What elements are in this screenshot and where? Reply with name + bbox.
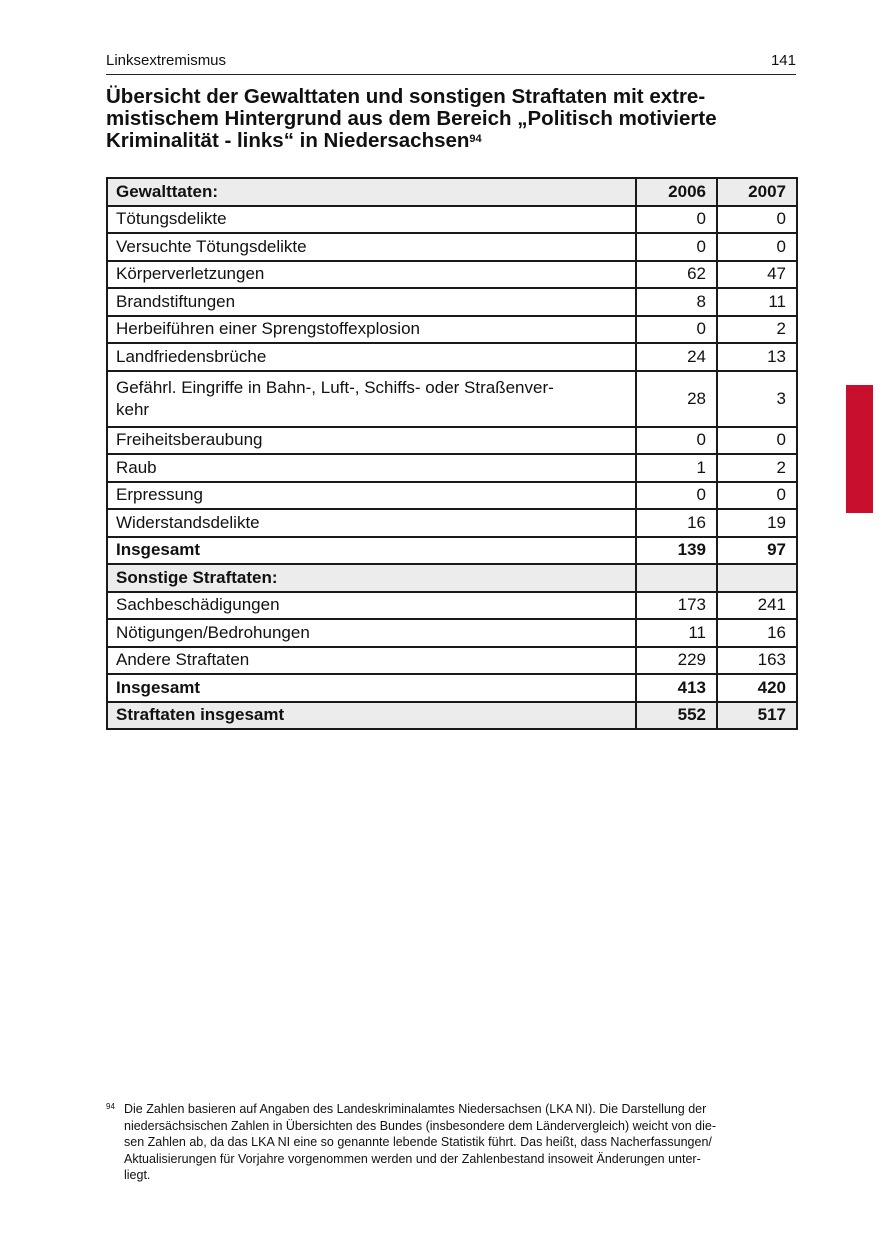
row-label-line: Gefährl. Eingriffe in Bahn-, Luft-, Schiffs- oder Straßenver- <box>116 377 554 397</box>
table-row <box>107 509 797 537</box>
title-line-text: Kriminalität - links“ in Niedersachsen <box>106 129 470 152</box>
table-row <box>107 647 797 675</box>
table-row <box>107 702 797 730</box>
row-label <box>107 371 636 427</box>
row-label: Insgesamt <box>107 674 636 702</box>
footnote <box>106 1101 796 1184</box>
title-line: mistischem Hintergrund aus dem Bereich „Politisch motivierte <box>106 107 717 130</box>
value-2006: 2006 <box>636 178 717 206</box>
table-row <box>107 206 797 234</box>
footnote-line: sen Zahlen ab, da das LKA NI eine so genannte lebende Statistik führt. Das heißt, dass Nacherfassungen/ <box>124 1135 712 1149</box>
table-row <box>107 482 797 510</box>
row-label: Landfriedensbrüche <box>107 343 636 371</box>
table-row <box>107 564 797 592</box>
table-row <box>107 371 797 427</box>
value-2006: 11 <box>636 619 717 647</box>
value-2006: 0 <box>636 427 717 455</box>
row-label: Herbeiführen einer Sprengstoffexplosion <box>107 316 636 344</box>
value-2006: 8 <box>636 288 717 316</box>
row-label: Freiheitsberaubung <box>107 427 636 455</box>
value-2006 <box>636 564 717 592</box>
value-2006: 28 <box>636 371 717 427</box>
value-2007: 11 <box>717 288 797 316</box>
value-2007: 16 <box>717 619 797 647</box>
page-number: 141 <box>770 52 796 69</box>
table-row <box>107 619 797 647</box>
row-label: Gewalttaten: <box>107 178 636 206</box>
crime-statistics-table <box>106 177 798 730</box>
row-label: Insgesamt <box>107 537 636 565</box>
row-label: Straftaten insgesamt <box>107 702 636 730</box>
value-2007: 13 <box>717 343 797 371</box>
row-label: Sachbeschädigungen <box>107 592 636 620</box>
row-label: Andere Straftaten <box>107 647 636 675</box>
table-row <box>107 592 797 620</box>
chapter-tab-marker <box>846 385 873 513</box>
value-2006: 62 <box>636 261 717 289</box>
value-2006: 24 <box>636 343 717 371</box>
value-2006: 0 <box>636 206 717 234</box>
footnote-mark: 94 <box>106 1102 115 1111</box>
value-2007 <box>717 564 797 592</box>
value-2007: 3 <box>717 371 797 427</box>
value-2007: 2 <box>717 316 797 344</box>
row-label: Körperverletzungen <box>107 261 636 289</box>
row-label: Widerstandsdelikte <box>107 509 636 537</box>
footnote-reference: 94 <box>469 133 482 145</box>
row-label: Sonstige Straftaten: <box>107 564 636 592</box>
value-2007: 0 <box>717 233 797 261</box>
value-2007: 0 <box>717 206 797 234</box>
value-2007: 163 <box>717 647 797 675</box>
table-row <box>107 537 797 565</box>
value-2007: 47 <box>717 261 797 289</box>
value-2007: 2007 <box>717 178 797 206</box>
value-2007: 420 <box>717 674 797 702</box>
footnote-line: niedersächsischen Zahlen in Übersichten des Bundes (insbesondere dem Ländervergleich) weicht von die- <box>124 1118 717 1133</box>
value-2007: 517 <box>717 702 797 730</box>
value-2007: 0 <box>717 427 797 455</box>
value-2006: 16 <box>636 509 717 537</box>
value-2006: 0 <box>636 482 717 510</box>
table-row <box>107 454 797 482</box>
value-2006: 552 <box>636 702 717 730</box>
value-2006: 0 <box>636 233 717 261</box>
value-2006: 173 <box>636 592 717 620</box>
table-body <box>107 178 797 729</box>
value-2006: 0 <box>636 316 717 344</box>
value-2006: 229 <box>636 647 717 675</box>
section-title: Linksextremismus <box>106 52 227 69</box>
row-label: Versuchte Tötungsdelikte <box>107 233 636 261</box>
row-label: Brandstiftungen <box>107 288 636 316</box>
title-line <box>106 130 806 152</box>
table-row <box>107 316 797 344</box>
row-label-line: kehr <box>116 399 150 419</box>
row-label: Nötigungen/Bedrohungen <box>107 619 636 647</box>
value-2007: 0 <box>717 482 797 510</box>
table-row <box>107 343 797 371</box>
row-label: Tötungsdelikte <box>107 206 636 234</box>
value-2007: 97 <box>717 537 797 565</box>
value-2006: 139 <box>636 537 717 565</box>
title-line: Übersicht der Gewalttaten und sonstigen Straftaten mit extre- <box>106 85 706 108</box>
running-header <box>106 52 796 75</box>
footnote-line: liegt. <box>124 1168 151 1182</box>
value-2006: 413 <box>636 674 717 702</box>
table-row <box>107 178 797 206</box>
table-row <box>107 261 797 289</box>
footnote-line: Die Zahlen basieren auf Angaben des Landeskriminalamtes Niedersachsen (LKA NI). Die Darstellung der <box>124 1102 707 1116</box>
value-2006: 1 <box>636 454 717 482</box>
value-2007: 2 <box>717 454 797 482</box>
table-row <box>107 288 797 316</box>
footnote-line: Aktualisierungen für Vorjahre vorgenommen werden und der Zahlenbestand insoweit Änderungen unter- <box>124 1151 701 1166</box>
table-row <box>107 427 797 455</box>
value-2007: 19 <box>717 509 797 537</box>
table-row <box>107 233 797 261</box>
row-label: Raub <box>107 454 636 482</box>
value-2007: 241 <box>717 592 797 620</box>
page-title <box>106 86 806 152</box>
table-row <box>107 674 797 702</box>
row-label: Erpressung <box>107 482 636 510</box>
